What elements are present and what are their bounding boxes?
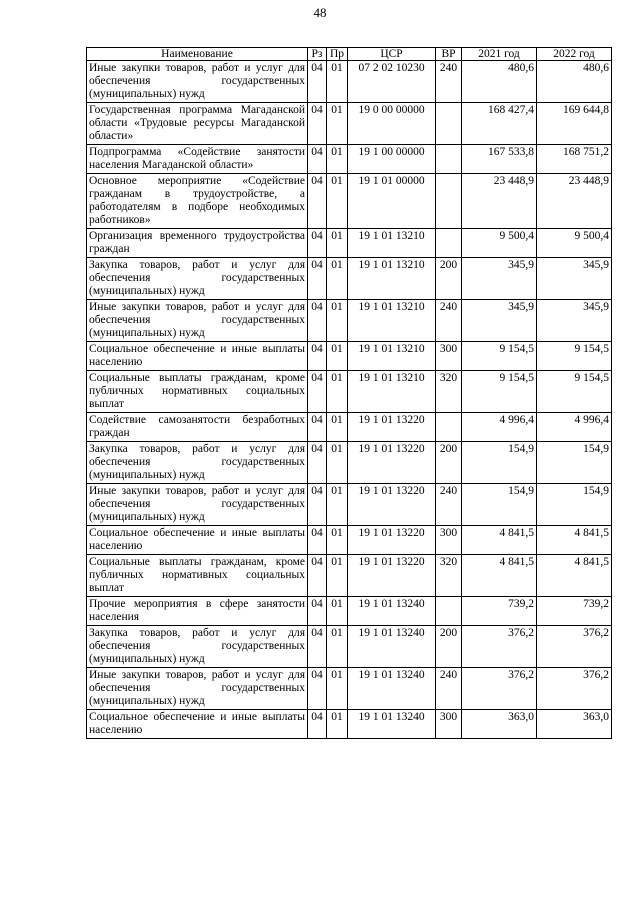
cell-pr: 01 — [327, 342, 348, 371]
cell-y2022: 9 154,5 — [537, 342, 612, 371]
table-row — [87, 555, 612, 597]
header-pr: Пр — [327, 48, 348, 61]
table-row — [87, 258, 612, 300]
cell-csr: 19 1 01 13210 — [348, 371, 436, 413]
cell-y2022: 169 644,8 — [537, 103, 612, 145]
cell-y2022: 4 996,4 — [537, 413, 612, 442]
cell-rz: 04 — [308, 371, 327, 413]
cell-pr: 01 — [327, 300, 348, 342]
cell-name: Иные закупки товаров, работ и услуг для обеспечения государственных (муниципальных) нужд — [87, 61, 308, 103]
table-row — [87, 61, 612, 103]
cell-vr: 200 — [436, 442, 462, 484]
cell-name: Закупка товаров, работ и услуг для обеспечения государственных (муниципальных) нужд — [87, 626, 308, 668]
cell-name: Содействие самозанятости безработных граждан — [87, 413, 308, 442]
cell-pr: 01 — [327, 103, 348, 145]
cell-pr: 01 — [327, 371, 348, 413]
table-row — [87, 103, 612, 145]
table-body — [87, 61, 612, 739]
cell-csr: 19 1 01 13240 — [348, 626, 436, 668]
cell-y2021: 4 996,4 — [462, 413, 537, 442]
cell-y2021: 376,2 — [462, 668, 537, 710]
cell-y2022: 4 841,5 — [537, 526, 612, 555]
cell-csr: 19 1 01 13210 — [348, 342, 436, 371]
cell-csr: 19 1 01 13220 — [348, 555, 436, 597]
cell-vr: 200 — [436, 626, 462, 668]
cell-vr — [436, 229, 462, 258]
cell-y2021: 739,2 — [462, 597, 537, 626]
cell-rz: 04 — [308, 526, 327, 555]
cell-y2021: 376,2 — [462, 626, 537, 668]
table-row — [87, 626, 612, 668]
cell-rz: 04 — [308, 710, 327, 739]
cell-pr: 01 — [327, 229, 348, 258]
page-number: 48 — [313, 5, 327, 20]
cell-name: Иные закупки товаров, работ и услуг для обеспечения государственных (муниципальных) нужд — [87, 668, 308, 710]
cell-y2021: 168 427,4 — [462, 103, 537, 145]
header-rz: Рз — [308, 48, 327, 61]
cell-y2022: 363,0 — [537, 710, 612, 739]
cell-vr: 300 — [436, 342, 462, 371]
cell-y2021: 154,9 — [462, 484, 537, 526]
table-row — [87, 342, 612, 371]
cell-y2022: 168 751,2 — [537, 145, 612, 174]
cell-csr: 19 1 01 13210 — [348, 258, 436, 300]
cell-y2021: 167 533,8 — [462, 145, 537, 174]
cell-y2022: 9 154,5 — [537, 371, 612, 413]
cell-name: Социальные выплаты гражданам, кроме публичных нормативных социальных выплат — [87, 555, 308, 597]
cell-name: Иные закупки товаров, работ и услуг для обеспечения государственных (муниципальных) нужд — [87, 484, 308, 526]
cell-csr: 19 1 01 13240 — [348, 668, 436, 710]
cell-y2021: 9 500,4 — [462, 229, 537, 258]
table-row — [87, 484, 612, 526]
cell-y2021: 345,9 — [462, 300, 537, 342]
cell-rz: 04 — [308, 258, 327, 300]
cell-rz: 04 — [308, 174, 327, 229]
cell-csr: 19 1 01 13220 — [348, 484, 436, 526]
cell-name: Государственная программа Магаданской области «Трудовые ресурсы Магаданской области» — [87, 103, 308, 145]
cell-y2022: 739,2 — [537, 597, 612, 626]
cell-csr: 19 1 01 13220 — [348, 413, 436, 442]
cell-rz: 04 — [308, 300, 327, 342]
cell-name: Подпрограмма «Содействие занятости населения Магаданской области» — [87, 145, 308, 174]
cell-vr: 240 — [436, 668, 462, 710]
table-row — [87, 229, 612, 258]
cell-vr: 300 — [436, 526, 462, 555]
cell-csr: 19 1 00 00000 — [348, 145, 436, 174]
cell-csr: 19 1 01 00000 — [348, 174, 436, 229]
cell-pr: 01 — [327, 710, 348, 739]
cell-rz: 04 — [308, 145, 327, 174]
cell-y2022: 9 500,4 — [537, 229, 612, 258]
table-row — [87, 413, 612, 442]
cell-y2021: 9 154,5 — [462, 371, 537, 413]
cell-name: Социальные выплаты гражданам, кроме публичных нормативных социальных выплат — [87, 371, 308, 413]
header-name: Наименование — [87, 48, 308, 61]
cell-vr — [436, 103, 462, 145]
table-row — [87, 668, 612, 710]
cell-vr — [436, 145, 462, 174]
cell-vr — [436, 413, 462, 442]
cell-name: Иные закупки товаров, работ и услуг для обеспечения государственных (муниципальных) нужд — [87, 300, 308, 342]
cell-vr: 320 — [436, 555, 462, 597]
cell-vr: 240 — [436, 484, 462, 526]
cell-csr: 19 1 01 13210 — [348, 300, 436, 342]
cell-y2022: 4 841,5 — [537, 555, 612, 597]
table-row — [87, 442, 612, 484]
cell-pr: 01 — [327, 61, 348, 103]
cell-y2022: 376,2 — [537, 668, 612, 710]
cell-y2021: 4 841,5 — [462, 555, 537, 597]
cell-csr: 19 1 01 13240 — [348, 710, 436, 739]
cell-csr: 19 1 01 13210 — [348, 229, 436, 258]
cell-y2022: 154,9 — [537, 442, 612, 484]
header-csr: ЦСР — [348, 48, 436, 61]
cell-rz: 04 — [308, 626, 327, 668]
table-row — [87, 174, 612, 229]
cell-pr: 01 — [327, 258, 348, 300]
cell-y2021: 480,6 — [462, 61, 537, 103]
cell-csr: 19 0 00 00000 — [348, 103, 436, 145]
cell-rz: 04 — [308, 555, 327, 597]
cell-pr: 01 — [327, 174, 348, 229]
cell-vr: 240 — [436, 300, 462, 342]
cell-pr: 01 — [327, 597, 348, 626]
cell-pr: 01 — [327, 668, 348, 710]
cell-rz: 04 — [308, 342, 327, 371]
cell-rz: 04 — [308, 413, 327, 442]
cell-y2022: 154,9 — [537, 484, 612, 526]
table-header-row — [87, 48, 612, 61]
header-2021: 2021 год — [462, 48, 537, 61]
cell-vr: 320 — [436, 371, 462, 413]
table-row — [87, 145, 612, 174]
table-row — [87, 300, 612, 342]
cell-y2021: 23 448,9 — [462, 174, 537, 229]
cell-rz: 04 — [308, 442, 327, 484]
cell-csr: 19 1 01 13220 — [348, 526, 436, 555]
cell-y2022: 345,9 — [537, 258, 612, 300]
cell-rz: 04 — [308, 484, 327, 526]
cell-vr: 240 — [436, 61, 462, 103]
header-vr: ВР — [436, 48, 462, 61]
cell-y2021: 4 841,5 — [462, 526, 537, 555]
cell-csr: 19 1 01 13220 — [348, 442, 436, 484]
cell-name: Социальное обеспечение и иные выплаты населению — [87, 710, 308, 739]
table-row — [87, 710, 612, 739]
cell-y2022: 23 448,9 — [537, 174, 612, 229]
cell-rz: 04 — [308, 597, 327, 626]
cell-name: Социальное обеспечение и иные выплаты населению — [87, 342, 308, 371]
cell-y2021: 363,0 — [462, 710, 537, 739]
cell-name: Прочие мероприятия в сфере занятости населения — [87, 597, 308, 626]
cell-pr: 01 — [327, 442, 348, 484]
cell-y2021: 345,9 — [462, 258, 537, 300]
table-row — [87, 597, 612, 626]
cell-vr: 200 — [436, 258, 462, 300]
cell-y2022: 345,9 — [537, 300, 612, 342]
cell-pr: 01 — [327, 626, 348, 668]
cell-vr: 300 — [436, 710, 462, 739]
cell-name: Закупка товаров, работ и услуг для обеспечения государственных (муниципальных) нужд — [87, 442, 308, 484]
cell-y2022: 376,2 — [537, 626, 612, 668]
cell-vr — [436, 174, 462, 229]
cell-name: Закупка товаров, работ и услуг для обеспечения государственных (муниципальных) нужд — [87, 258, 308, 300]
cell-y2021: 154,9 — [462, 442, 537, 484]
cell-name: Основное мероприятие «Содействие гражданам в трудоустройстве, а работодателям в подборе необходимых работников» — [87, 174, 308, 229]
budget-table — [86, 47, 612, 739]
cell-y2021: 9 154,5 — [462, 342, 537, 371]
cell-csr: 07 2 02 10230 — [348, 61, 436, 103]
cell-pr: 01 — [327, 413, 348, 442]
cell-rz: 04 — [308, 61, 327, 103]
cell-vr — [436, 597, 462, 626]
cell-pr: 01 — [327, 484, 348, 526]
cell-name: Социальное обеспечение и иные выплаты населению — [87, 526, 308, 555]
cell-y2022: 480,6 — [537, 61, 612, 103]
cell-csr: 19 1 01 13240 — [348, 597, 436, 626]
table-row — [87, 371, 612, 413]
cell-rz: 04 — [308, 668, 327, 710]
header-2022: 2022 год — [537, 48, 612, 61]
cell-pr: 01 — [327, 526, 348, 555]
cell-pr: 01 — [327, 145, 348, 174]
cell-rz: 04 — [308, 103, 327, 145]
cell-rz: 04 — [308, 229, 327, 258]
table-row — [87, 526, 612, 555]
cell-pr: 01 — [327, 555, 348, 597]
cell-name: Организация временного трудоустройства граждан — [87, 229, 308, 258]
